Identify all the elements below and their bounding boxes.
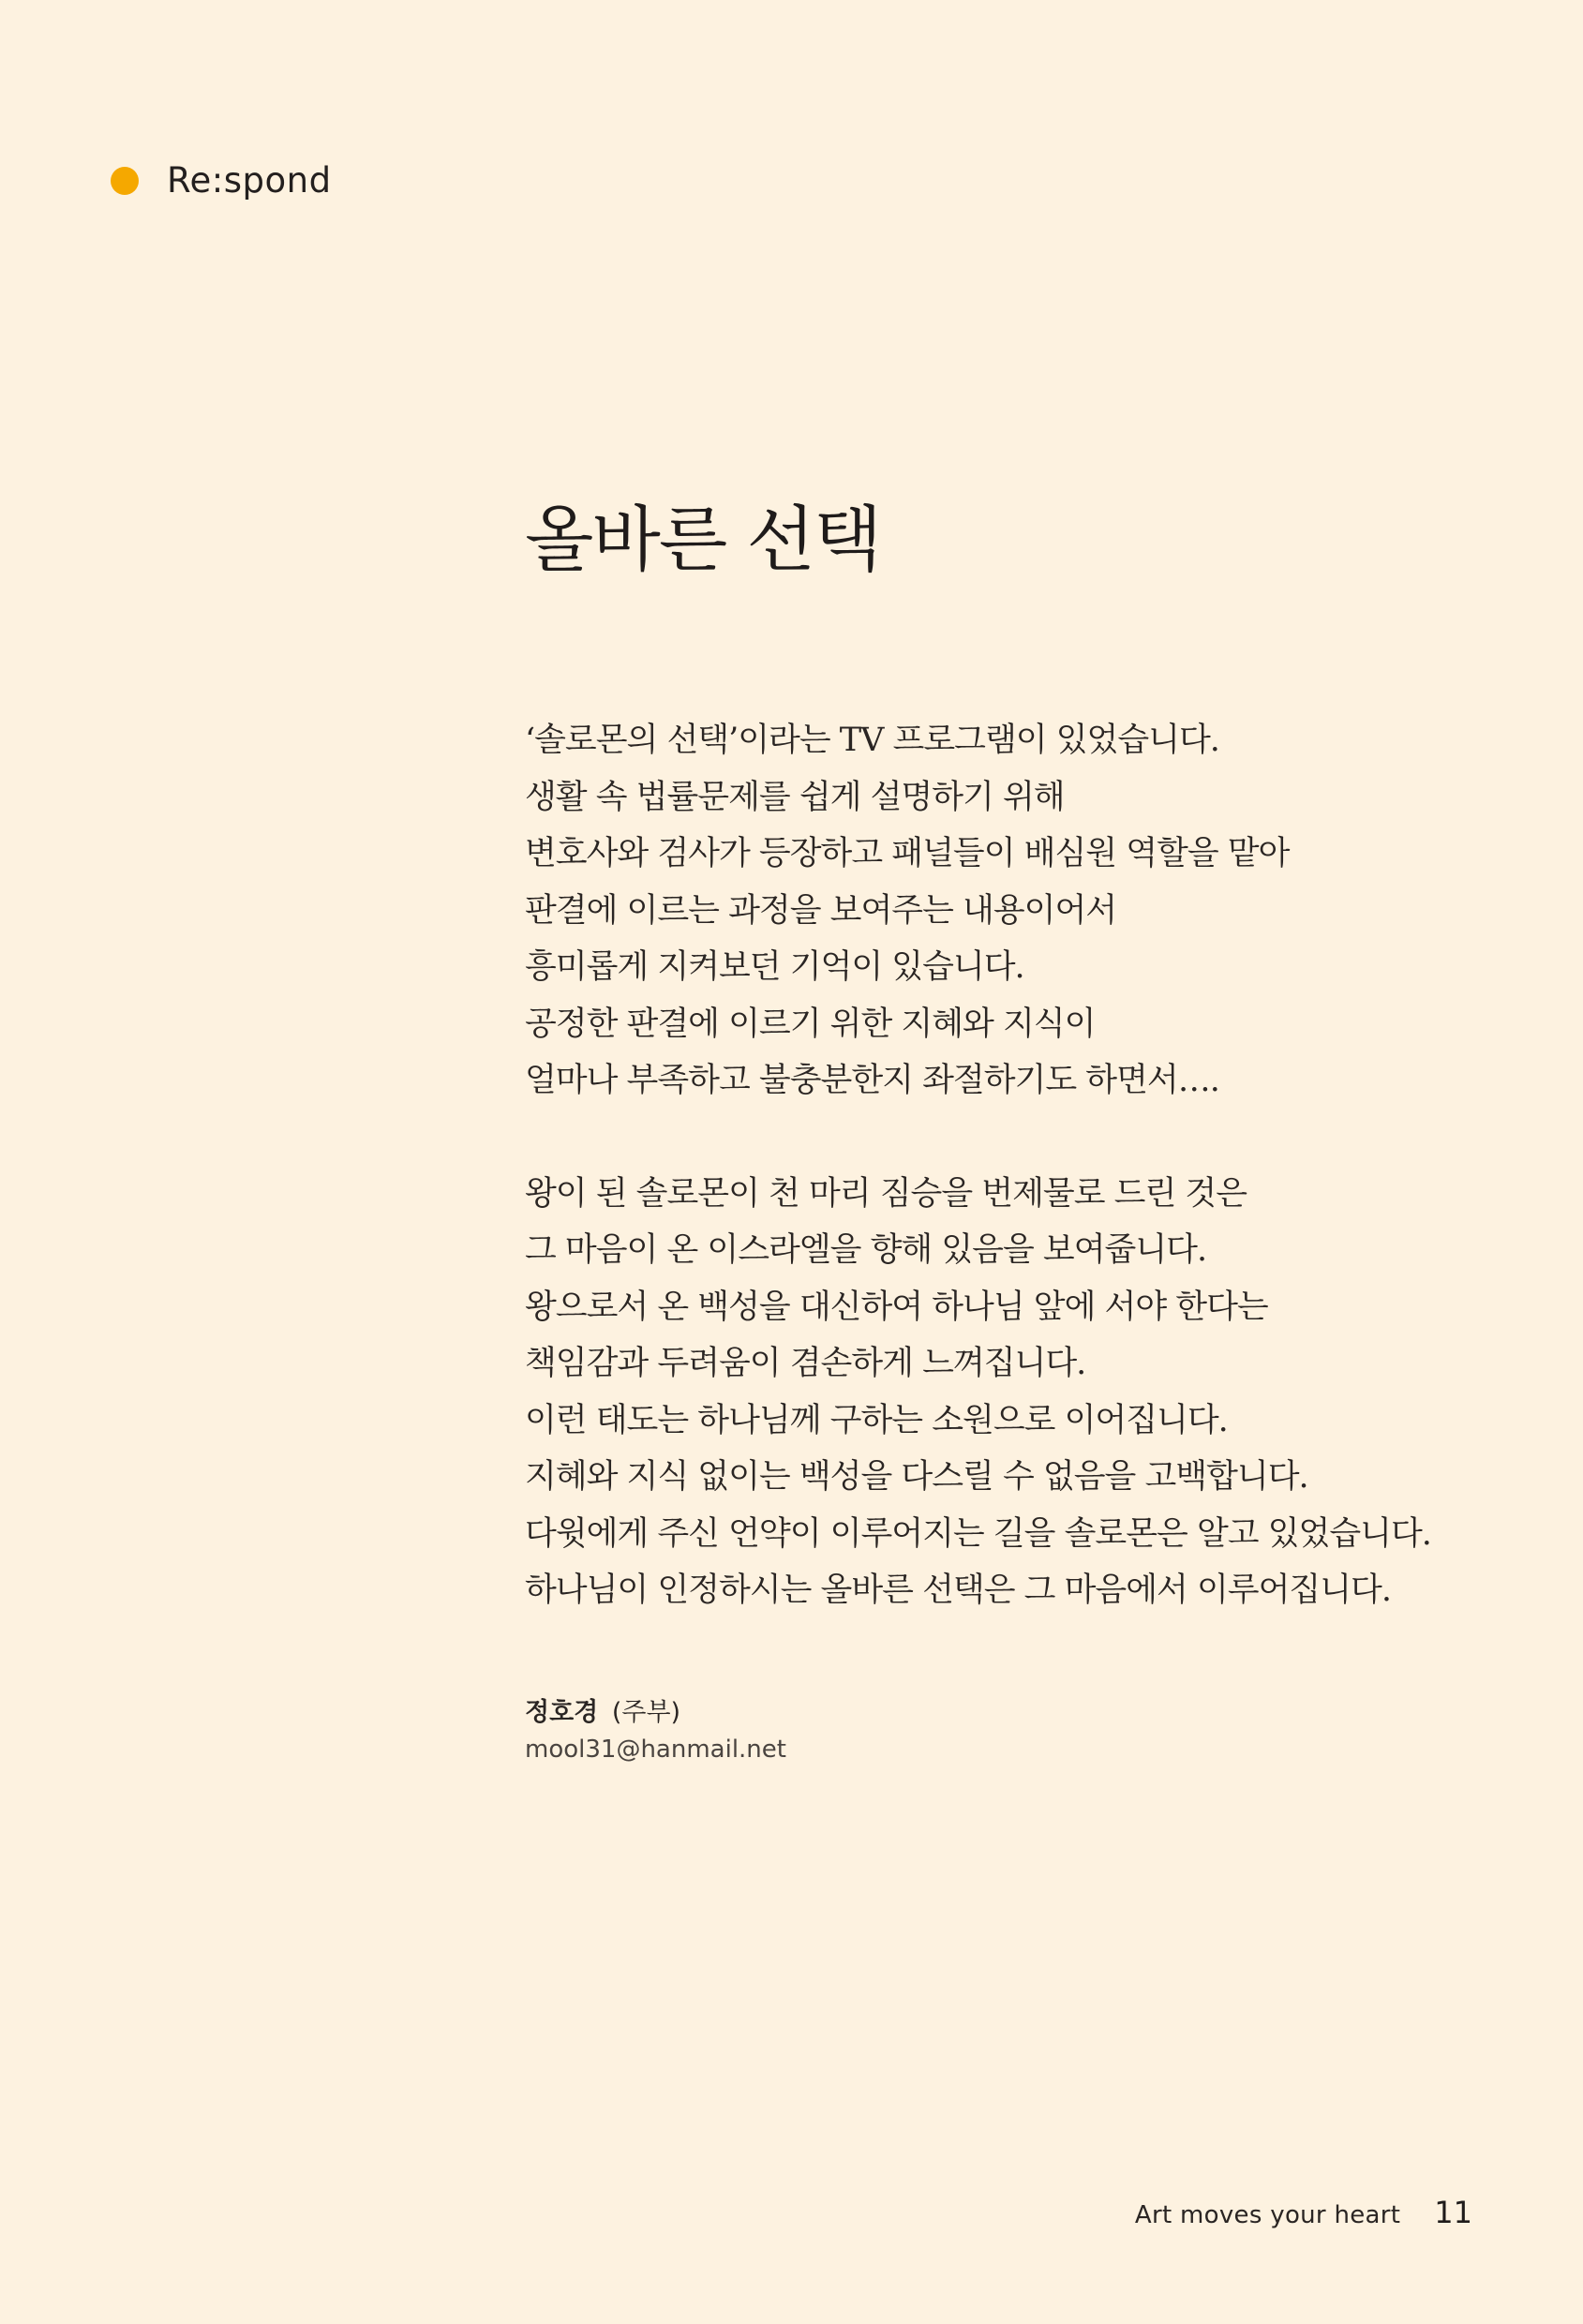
body-line: 그 마음이 온 이스라엘을 향해 있음을 보여줍니다. — [525, 1231, 1207, 1269]
article-title: 올바른 선택 — [525, 498, 881, 581]
body-line: 공정한 판결에 이르기 위한 지혜와 지식이 — [525, 1005, 1096, 1043]
body-line: 지혜와 지식 없이는 백성을 다스릴 수 없음을 고백합니다. — [525, 1458, 1308, 1496]
body-line: 책임감과 두려움이 겸손하게 느껴집니다. — [525, 1345, 1086, 1382]
section-label: Re:spond — [167, 160, 332, 201]
body-line: 변호사와 검사가 등장하고 패널들이 배심원 역할을 맡아 — [525, 835, 1290, 872]
body-line: 하나님이 인정하시는 올바른 선택은 그 마음에서 이루어집니다. — [525, 1572, 1391, 1609]
body-line: 흥미롭게 지켜보던 기억이 있습니다. — [525, 948, 1024, 986]
page-number: 11 — [1434, 2195, 1472, 2230]
author-line — [525, 1694, 786, 1732]
body-line: 왕이 된 솔로몬이 천 마리 짐승을 번제물로 드린 것은 — [525, 1174, 1247, 1213]
section-tag — [111, 157, 332, 204]
body-line: 이런 태도는 하나님께 구하는 소원으로 이어집니다. — [525, 1401, 1228, 1439]
body-line: 얼마나 부족하고 불충분한지 좌절하기도 하면서…. — [525, 1062, 1219, 1099]
body-line: 다윗에게 주신 언약이 이루어지는 길을 솔로몬은 알고 있었습니다. — [525, 1514, 1431, 1553]
paragraph-2 — [525, 1166, 1462, 1619]
author-role: (주부) — [611, 1698, 681, 1727]
author-email: mool31@hanmail.net — [525, 1736, 786, 1764]
author-byline — [525, 1694, 786, 1767]
author-name: 정호경 — [525, 1698, 599, 1727]
article-body — [525, 712, 1462, 1619]
page-footer — [1135, 2195, 1472, 2230]
footer-tagline: Art moves your heart — [1134, 2201, 1401, 2229]
body-line: 생활 속 법률문제를 쉽게 설명하기 위해 — [525, 778, 1065, 816]
body-line: ‘솔로몬의 선택’이라는 TV 프로그램이 있었습니다. — [525, 722, 1219, 759]
body-line: 왕으로서 온 백성을 대신하여 하나님 앞에 서야 한다는 — [525, 1288, 1268, 1326]
body-line: 판결에 이르는 과정을 보여주는 내용이어서 — [525, 891, 1117, 930]
paragraph-1 — [525, 712, 1462, 1110]
bullet-dot-icon — [111, 167, 139, 195]
